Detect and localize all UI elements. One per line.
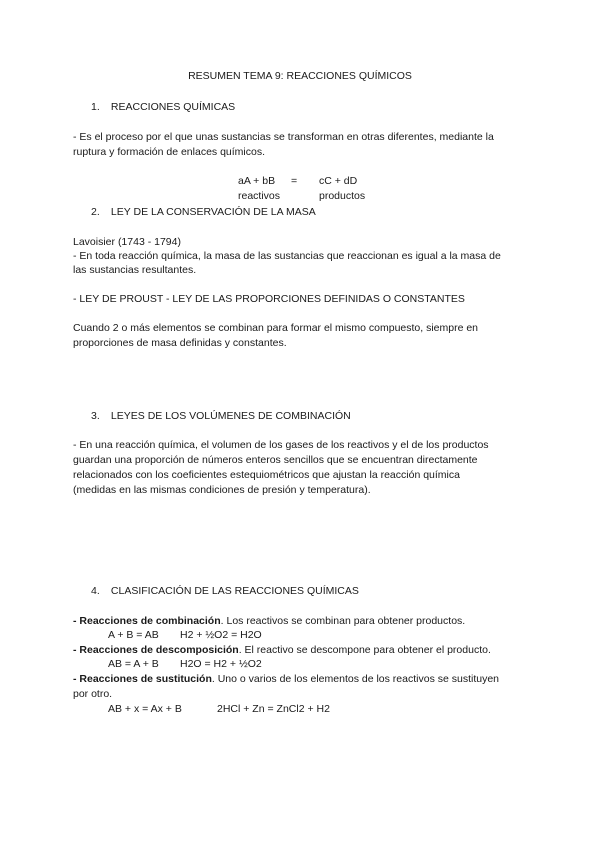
substitution-example-2: 2HCl + Zn = ZnCl2 + H2 [217, 703, 330, 715]
section-2-text-line: las sustancias resultantes. [73, 264, 197, 276]
equation-label-reactants: reactivos [238, 190, 281, 202]
combination-reactions-line [73, 615, 465, 628]
combination-reactions-label: - Reacciones de combinación [73, 615, 221, 627]
section-2-author: Lavoisier (1743 - 1794) [73, 236, 181, 248]
section-3-title: LEYES DE LOS VOLÚMENES DE COMBINACIÓN [110, 410, 351, 422]
section-2-text-line: - En toda reacción química, la masa de las sustancias que reaccionan es igual a la masa de [73, 250, 501, 262]
combination-reactions-text: . Los reactivos se combinan para obtener productos. [220, 615, 466, 627]
substitution-reactions-label: - Reacciones de sustitución [73, 673, 212, 685]
section-2-heading [91, 206, 316, 219]
section-4-number: 4. [91, 585, 100, 597]
section-1-heading [91, 101, 235, 114]
section-3-number: 3. [91, 410, 100, 422]
section-4-title: CLASIFICACIÓN DE LAS REACCIONES QUÍMICAS [110, 585, 359, 597]
equation-sign: = [291, 175, 298, 187]
equation-left: aA + bB [238, 175, 276, 187]
decomposition-example-2: H2O = H2 + ½O2 [180, 658, 262, 670]
substitution-reactions-line [73, 673, 499, 686]
decomposition-reactions-text: . El reactivo se descompone para obtener el producto. [238, 644, 491, 656]
combination-example-1: A + B = AB [108, 629, 159, 641]
section-1-text-line: - Es el proceso por el que unas sustancias se transforman en otras diferentes, mediante la [73, 131, 494, 143]
decomposition-reactions-label: - Reacciones de descomposición [73, 644, 239, 656]
section-2-title: LEY DE LA CONSERVACIÓN DE LA MASA [110, 206, 316, 218]
equation-label-products: productos [319, 190, 366, 202]
substitution-reactions-text: . Uno o varios de los elementos de los reactivos se sustituyen [211, 673, 500, 685]
section-2-text-line: proporciones de masa definidas y constantes. [73, 337, 287, 349]
section-1-title: REACCIONES QUÍMICAS [110, 101, 236, 113]
combination-example-2: H2 + ½O2 = H2O [180, 629, 262, 641]
section-3-text-line: guardan una proporción de números enteros sencillos que se encuentran directamente [73, 454, 478, 466]
substitution-example-1: AB + x = Ax + B [108, 703, 182, 715]
section-2-text-line: Cuando 2 o más elementos se combinan para formar el mismo compuesto, siempre en [73, 322, 479, 334]
section-3-text-line: (medidas en las mismas condiciones de presión y temperatura). [73, 484, 371, 496]
section-1-text-line: ruptura y formación de enlaces químicos. [73, 146, 266, 158]
document-title: RESUMEN TEMA 9: REACCIONES QUÍMICOS [188, 70, 412, 82]
substitution-reactions-line-2: por otro. [73, 688, 113, 700]
proust-law-heading: - LEY DE PROUST - LEY DE LAS PROPORCIONES DEFINIDAS O CONSTANTES [73, 293, 465, 305]
section-3-text-line: - En una reacción química, el volumen de los gases de los reactivos y el de los productos [73, 439, 489, 451]
decomposition-reactions-line [73, 644, 491, 657]
section-3-heading [91, 410, 351, 423]
section-4-heading [91, 585, 359, 598]
section-3-text-line: relacionados con los coeficientes estequiométricos que ajustan la reacción química [73, 469, 460, 481]
section-1-number: 1. [91, 101, 100, 113]
decomposition-example-1: AB = A + B [108, 658, 159, 670]
section-2-number: 2. [91, 206, 100, 218]
equation-right: cC + dD [319, 175, 358, 187]
